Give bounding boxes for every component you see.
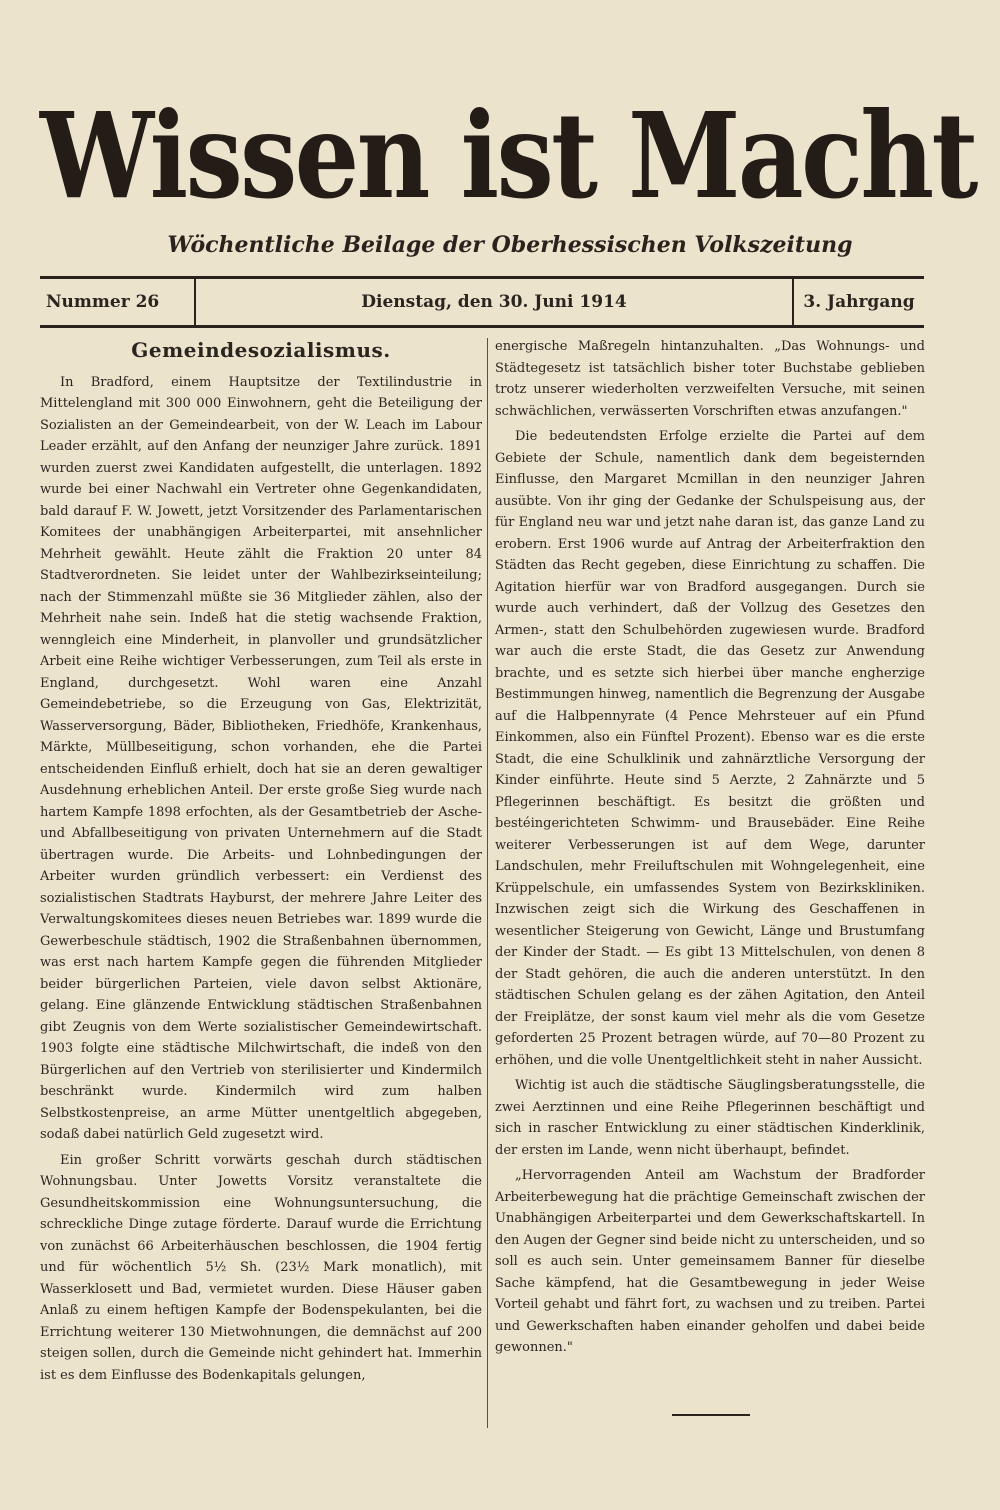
article-end-rule [672,1414,750,1416]
article-paragraph: Ein großer Schritt vorwärts geschah durch städtischen Wohnungsbau. Unter Jowetts Vorsitz veranstaltete die Gesundheitskommission eine Wohnungsuntersuchung, die schreckliche Dinge zutage förderte. Darauf wurde die Errichtung von zunächst 66 Arbeiterhäuschen beschlossen, die 1904 fertig und für wöchentlich 5½ Sh. (23½ Mark monatlich), mit Wasserklosett und Bad, vermietet wurden. Diese Häuser gaben Anlaß zu einem heftigen Kampfe der Bodenspekulanten, bei die Errichtung weiterer 130 Mietwohnungen, die demnächst auf 200 steigen sollen, durch die Gemeinde nicht gehindert hat. Immerhin ist es dem Einflusse des Bodenkapitals gelungen, [40,1152,482,1383]
issue-info-bar [40,276,924,328]
masthead-subtitle: Wöchentliche Beilage der Oberhessischen Volkszeitung [167,232,853,258]
issue-number: Nummer 26 [40,279,196,325]
article-headline: Gemeindesozialismus. [131,338,391,362]
left-column [40,336,482,1426]
masthead-title: Wissen ist Macht [40,86,976,225]
article-paragraph: Die bedeutendsten Erfolge erzielte die Partei auf dem Gebiete der Schule, namentlich dank dem begeisternden Einflusse, den Margaret Mcmillan in den neunziger Jahren ausübte. Von ihr ging der Gedanke der Schulspeisung aus, der für England neu war und jetzt nahe daran ist, das ganze Land zu erobern. Erst 1906 wurde auf Antrag der Arbeiterfraktion den Städten das Recht gegeben, diese Einrichtung zu schaffen. Die Agitation hierfür war von Bradford ausgegangen. Durch sie wurde auch verhindert, daß der Vollzug des Gesetzes den Armen-, statt den Schulbehörden zugewiesen wurde. Bradford war auch die erste Stadt, die das Gesetz zur Anwendung brachte, und es setzte sich hierbei über manche engherzige Bestimmungen hinweg, namentlich die Begrenzung der Ausgabe auf die Halbpennyrate (4 Pence Mehrsteuer auf ein Pfund Einkommen, also ein Fünftel Prozent). Ebenso war es die erste Stadt, die eine Schulklinik und zahnärztliche Versorgung der Kinder einführte. Heute sind 5 Aerzte, 2 Zahnärzte und 5 Pflegerinnen beschäftigt. Es besitzt die größten und bestéingerichteten Schwimm- und Brausebäder. Eine Reihe weiterer Verbesserungen ist auf dem Wege, darunter Landschulen, mehr Freiluftschulen mit Wohngelegenheit, eine Krüppelschule, ein umfassendes System von Bezirkskliniken. Inzwischen zeigt sich die Wirkung des Geschaffenen in wesentlicher Steigerung von Gewicht, Länge und Brustumfang der Kinder der Stadt. — Es gibt 13 Mittelschulen, von denen 8 der Stadt gehören, die auch die anderen unterstützt. In den städtischen Schulen gelang es der zähen Agitation, den Anteil der Freiplätze, der sonst kaum viel mehr als die vom Gesetze geforderten 25 Prozent betragen würde, auf 70—80 Prozent zu erhöhen, und die volle Unentgeltlichkeit steht in naher Aussicht. [495,429,925,1068]
column-divider [487,338,488,1428]
issue-date: Dienstag, den 30. Juni 1914 [196,279,794,325]
right-column [495,336,925,1426]
article-paragraph: energische Maßregeln hintanzuhalten. „Das Wohnungs- und Städtegesetz ist tatsächlich bisher toter Buchstabe geblieben trotz unserer wiederholten verzweifelten Versuche, mit seinen schwächlichen, verwässerten Vorschriften etwas anzufangen." [495,339,925,419]
issue-year: 3. Jahrgang [803,292,915,312]
article-paragraph: Wichtig ist auch die städtische Säuglingsberatungsstelle, die zwei Aerztinnen und eine Reihe Pflegerinnen beschäftigt und sich in rascher Entwicklung zu einer städtischen Kinderklinik, der ersten im Lande, wenn nicht überhaupt, befindet. [495,1078,925,1158]
article-paragraph: „Hervorragenden Anteil am Wachstum der Bradforder Arbeiterbewegung hat die prächtige Gemeinschaft zwischen der Unabhängigen Arbeiterpartei und dem Gewerkschaftskartell. In den Augen der Gegner sind beide nicht zu unterscheiden, und so soll es auch sein. Unter gemeinsamem Banner für dieselbe Sache kämpfend, hat die Gesamtbewegung in jeder Weise Vorteil gehabt und fährt fort, zu wachsen und zu treiben. Partei und Gewerkschaften haben einander geholfen und dabei beide gewonnen." [495,1168,925,1355]
article-paragraph: In Bradford, einem Hauptsitze der Textilindustrie in Mittelengland mit 300 000 Einwohnern, geht die Beteiligung der Sozialisten an der Gemeindearbeit, von der W. Leach im Labour Leader erzählt, auf den Anfang der neunziger Jahre zurück. 1891 wurden zuerst zwei Kandidaten aufgestellt, die unterlagen. 1892 wurde bei einer Nachwahl ein Vertreter ohne Gegenkandidaten, bald darauf F. W. Jowett, jetzt Vorsitzender des Parlamentarischen Komitees der unabhängigen Arbeiterpartei, mit ansehnlicher Mehrheit gewählt. Heute zählt die Fraktion 20 unter 84 Stadtverordneten. Sie leidet unter der Wahlbezirkseinteilung; nach der Stimmenzahl müßte sie 36 Mitglieder zählen, also der Mehrheit nahe sein. Indeß hat die stetig wachsende Fraktion, wenngleich eine Minderheit, in planvoller und grundsätzlicher Arbeit eine Reihe wichtiger Verbesserungen, zum Teil als erste in England, durchgesetzt. Wohl waren eine Anzahl Gemeindebetriebe, so die Erzeugung von Gas, Elektrizität, Wasserversorgung, Bäder, Bibliotheken, Friedhöfe, Krankenhaus, Märkte, Müllbeseitigung, schon vorhanden, ehe die Partei entscheidenden Einfluß erhielt, doch hat sie an deren gewaltiger Ausdehnung erheblichen Anteil. Der erste große Sieg wurde nach hartem Kampfe 1898 erfochten, als der Gesamtbetrieb der Asche- und Abfallbeseitigung von privaten Unternehmern auf die Stadt übertragen wurde. Die Arbeits- und Lohnbedingungen der Arbeiter wurden gründlich verbessert: ein Verdienst des sozialistischen Stadtrats Hayburst, der mehrere Jahre Leiter des Verwaltungskomitees dieses neuen Betriebes war. 1899 wurde die Gewerbeschule städtisch, 1902 die Straßenbahnen übernommen, was erst nach hartem Kampfe gegen die führenden Mitglieder beider bürgerlichen Parteien, viele davon selbst Aktionäre, gelang. Eine glänzende Entwicklung städtischen Straßenbahnen gibt Zeugnis von dem Werte sozialistischer Gemeindewirtschaft. 1903 folgte eine städtische Milchwirtschaft, die indeß von den Bürgerlichen auf den Vertrieb von sterilisierter und Kindermilch beschränkt wurde. Kindermilch wird zum halben Selbstkostenpreise, an arme Mütter unentgeltlich abgegeben, sodaß dabei natürlich Geld zugesetzt wird. [40,374,482,1142]
